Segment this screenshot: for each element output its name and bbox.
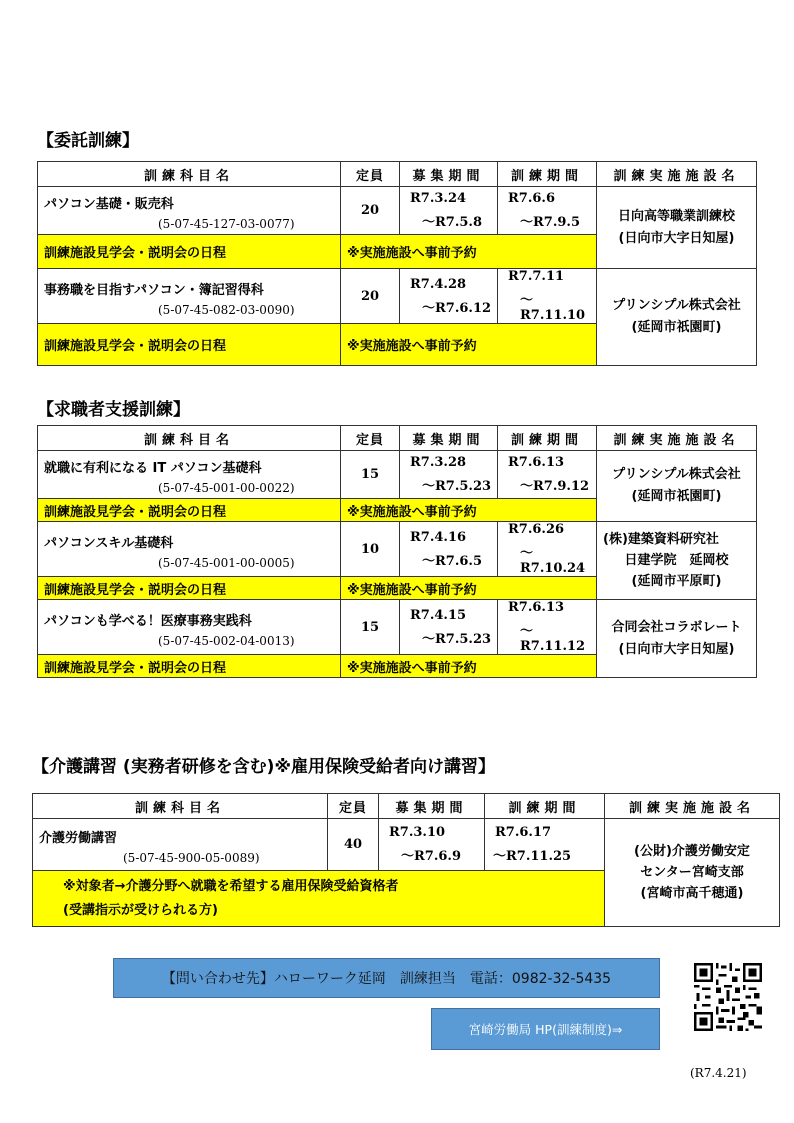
section-title-itaku: 【委託訓練】 (37, 131, 139, 151)
recruit-to: ～R7.6.9 (401, 849, 461, 864)
recruit-from: R7.4.15 (410, 607, 467, 623)
table-row (38, 187, 757, 235)
train-from: R7.6.13 (508, 455, 565, 470)
capacity-value: 20 (341, 269, 400, 324)
tour-reservation-note: ※実施施設へ事前予約 (341, 499, 597, 522)
header-facility: 訓練実施施設名 (597, 426, 757, 451)
course-code: (5-07-45-082-03-0090) (158, 302, 295, 317)
facility-subname: 日建学院 延岡校 (624, 553, 729, 568)
target-note: ※対象者→介護分野へ就職を希望する雇用保険受給資格者 (63, 878, 399, 894)
train-from: R7.6.17 (495, 825, 552, 840)
course-name: パソコンも学べる！医療事務実践科 (44, 613, 252, 629)
hp-link-label: 宮崎労働局 HP(訓練制度)⇒ (468, 1022, 623, 1037)
tour-reservation-note: ※実施施設へ事前予約 (341, 324, 597, 366)
instruction-note: (受講指示が受けられる方) (63, 902, 218, 918)
train-from: R7.7.11 (508, 269, 565, 284)
train-to: ～R7.9.12 (520, 479, 590, 494)
course-code: (5-07-45-002-04-0013) (158, 633, 295, 648)
tour-schedule-label: 訓練施設見学会・説明会の日程 (38, 235, 341, 269)
train-from: R7.6.26 (508, 522, 565, 537)
course-name: パソコン基礎・販売科 (44, 197, 174, 212)
header-capacity: 定員 (341, 162, 400, 187)
header-facility: 訓練実施施設名 (605, 794, 780, 819)
facility-name: (公財)介護労働安定 (634, 844, 750, 859)
header-recruit: 募集期間 (400, 162, 498, 187)
table-row (38, 600, 757, 655)
qr-code-icon[interactable] (690, 963, 766, 1031)
facility-location: (延岡市平原町) (631, 574, 722, 589)
capacity-value: 15 (341, 451, 400, 499)
section-title-kyushoku: 【求職者支援訓練】 (37, 400, 190, 420)
table-itaku (37, 161, 757, 366)
header-recruit: 募集期間 (379, 794, 485, 819)
header-training: 訓練期間 (485, 794, 605, 819)
train-from: R7.6.13 (508, 600, 565, 615)
facility-location: (延岡市祇園町) (631, 489, 722, 504)
table-kyushoku (37, 425, 757, 678)
capacity-value: 15 (341, 600, 400, 655)
header-training: 訓練期間 (498, 162, 597, 187)
table-row (38, 451, 757, 499)
course-name: 就職に有利になる IT パソコン基礎科 (44, 461, 262, 476)
table-row (38, 269, 757, 324)
facility-location: (延岡市祇園町) (631, 320, 722, 335)
tour-schedule-label: 訓練施設見学会・説明会の日程 (38, 499, 341, 522)
facility-name: プリンシプル株式会社 (612, 298, 741, 313)
facility-name: 合同会社コラボレート (611, 619, 742, 635)
header-capacity: 定員 (328, 794, 379, 819)
recruit-from: R7.4.16 (410, 529, 467, 545)
capacity-value: 10 (341, 522, 400, 577)
contact-text: 【問い合わせ先】ハローワーク延岡 訓練担当 電話：0982-32-5435 (161, 971, 612, 987)
facility-name: (株)建築資料研究社 (603, 532, 719, 547)
facility-location: (日向市大字日知屋) (618, 641, 735, 657)
course-name: パソコンスキル基礎科 (44, 535, 174, 551)
train-to: ～R7.11.25 (493, 849, 572, 864)
train-to: ～R7.11.10 (520, 293, 586, 323)
train-from: R7.6.6 (508, 191, 555, 206)
train-to: ～R7.11.12 (520, 624, 586, 654)
tour-reservation-note: ※実施施設へ事前予約 (341, 655, 597, 678)
tour-reservation-note: ※実施施設へ事前予約 (341, 235, 597, 269)
header-course: 訓練科目名 (38, 426, 341, 451)
recruit-from: R7.3.24 (410, 191, 467, 206)
table-kaigo (32, 793, 780, 927)
facility-location: (日向市大字日知屋) (618, 230, 735, 246)
course-code: (5-07-45-001-00-0005) (158, 555, 295, 570)
course-code: (5-07-45-001-00-0022) (158, 481, 295, 495)
tour-schedule-label: 訓練施設見学会・説明会の日程 (38, 655, 341, 678)
course-code: (5-07-45-900-05-0089) (123, 851, 260, 865)
capacity-value: 40 (328, 819, 379, 871)
recruit-to: ～R7.5.23 (422, 479, 492, 494)
facility-name: プリンシプル株式会社 (612, 467, 741, 482)
train-to: ～R7.10.24 (520, 546, 586, 576)
document-date: (R7.4.21) (690, 1066, 747, 1080)
recruit-from: R7.3.10 (389, 825, 446, 840)
course-name: 介護労働講習 (39, 831, 118, 846)
contact-box (113, 958, 660, 998)
recruit-from: R7.4.28 (410, 276, 467, 292)
capacity-value: 20 (341, 187, 400, 235)
facility-subname: センター宮崎支部 (640, 865, 744, 880)
tour-schedule-label: 訓練施設見学会・説明会の日程 (38, 324, 341, 366)
table-row (33, 819, 780, 871)
tour-reservation-note: ※実施施設へ事前予約 (341, 577, 597, 600)
hp-link-button[interactable] (431, 1008, 660, 1050)
train-to: ～R7.9.5 (520, 215, 580, 230)
header-course: 訓練科目名 (38, 162, 341, 187)
recruit-from: R7.3.28 (410, 455, 467, 470)
recruit-to: ～R7.6.12 (422, 300, 492, 316)
section-title-kaigo: 【介護講習 (実務者研修を含む)※雇用保険受給者向け講習】 (32, 757, 495, 777)
course-code: (5-07-45-127-03-0077) (158, 217, 295, 231)
header-training: 訓練期間 (498, 426, 597, 451)
header-recruit: 募集期間 (400, 426, 498, 451)
tour-schedule-label: 訓練施設見学会・説明会の日程 (38, 577, 341, 600)
table-row (38, 522, 757, 577)
recruit-to: ～R7.5.8 (422, 215, 482, 230)
header-capacity: 定員 (341, 426, 400, 451)
recruit-to: ～R7.5.23 (422, 631, 492, 647)
course-name: 事務職を目指すパソコン・簿記習得科 (44, 282, 264, 298)
header-facility: 訓練実施施設名 (597, 162, 757, 187)
facility-location: (宮崎市高千穂通) (640, 886, 744, 901)
facility-name: 日向高等職業訓練校 (617, 208, 735, 224)
recruit-to: ～R7.6.5 (422, 553, 482, 569)
header-course: 訓練科目名 (33, 794, 328, 819)
